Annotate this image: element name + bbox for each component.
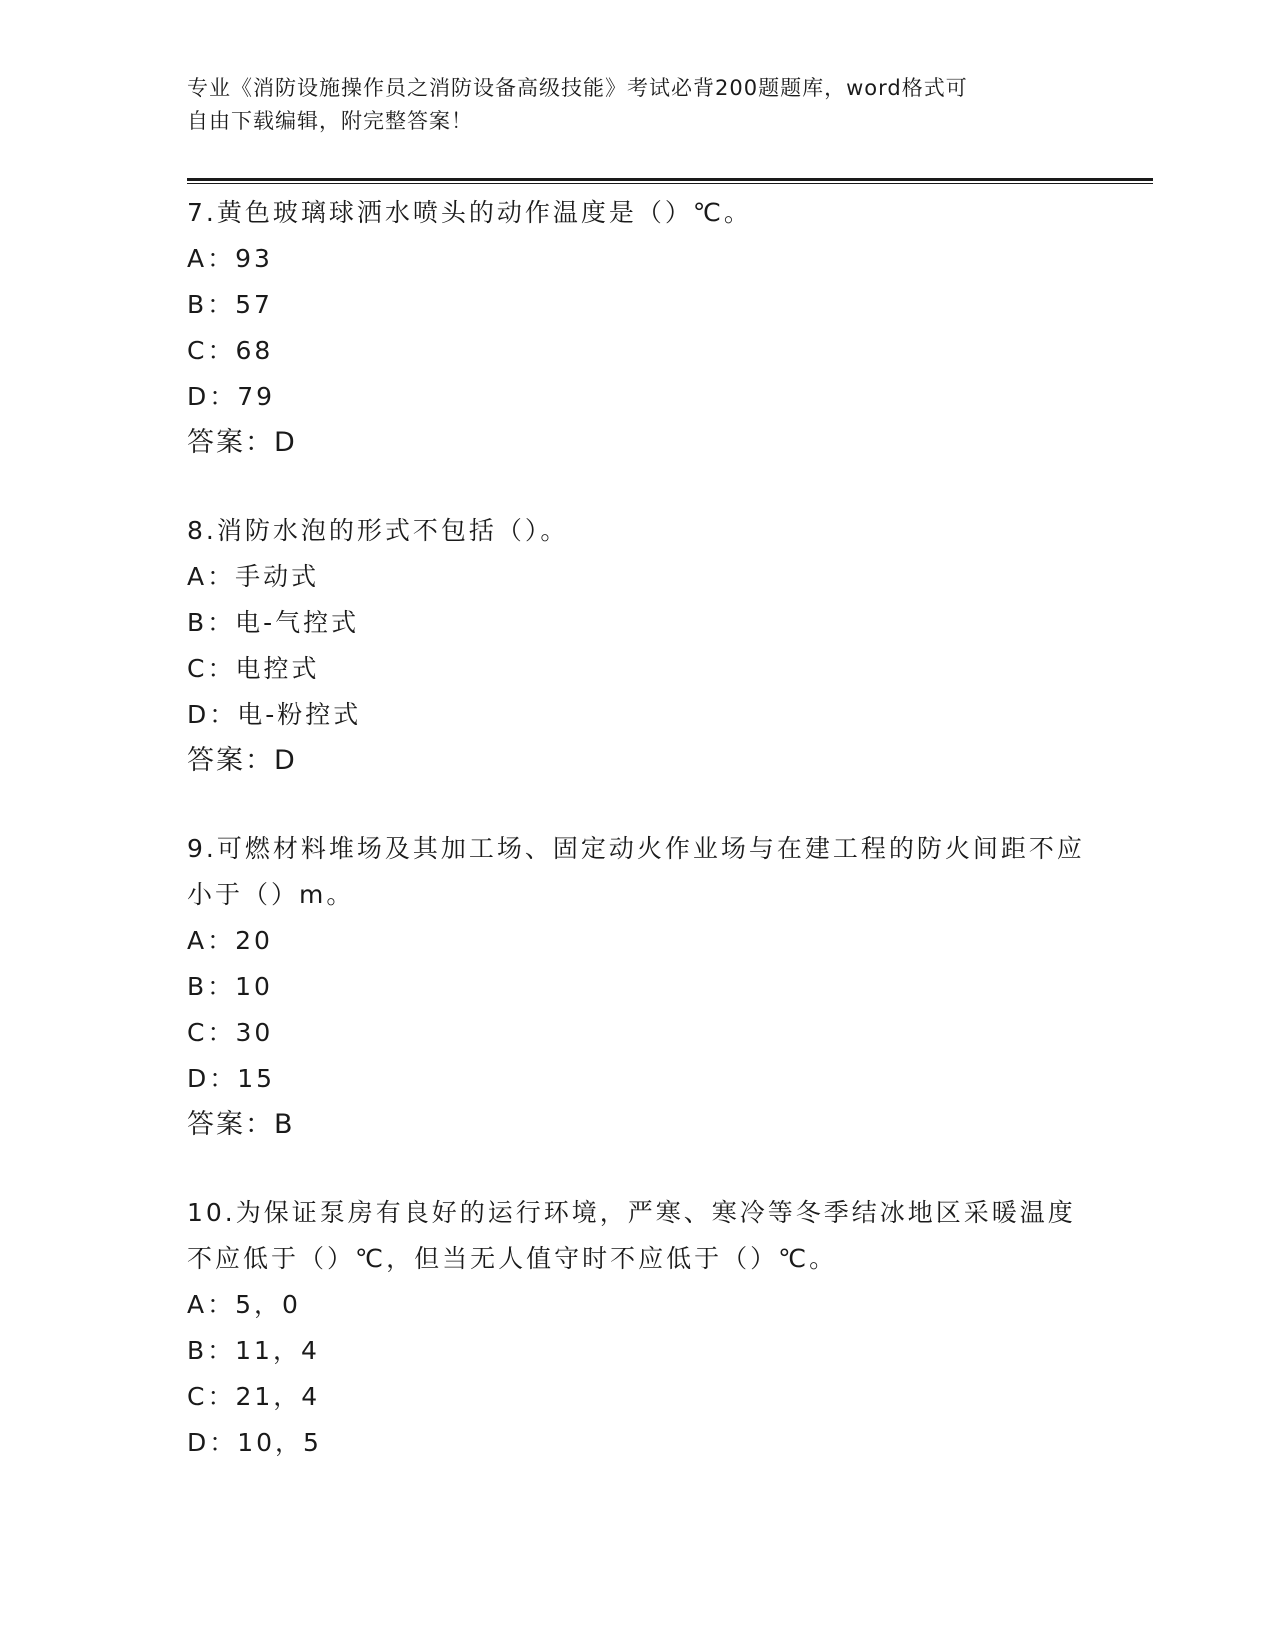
header-line-1: 专业《消防设施操作员之消防设备高级技能》考试必背200题题库，word格式可: [187, 76, 968, 100]
option-a: A：20: [187, 926, 273, 955]
answer-label: 答案：D: [187, 745, 297, 776]
header-line-2: 自由下载编辑，附完整答案！: [187, 109, 473, 133]
answer-label: 答案：B: [187, 1109, 295, 1140]
question-text: 9.可燃材料堆场及其加工场、固定动火作业场与在建工程的防火间距不应小于（）m。: [187, 834, 1085, 909]
option-c: C：30: [187, 1018, 274, 1047]
question-text: 8.消防水泡的形式不包括（）。: [187, 516, 569, 545]
option-d: D：15: [187, 1064, 276, 1093]
question-7: [187, 190, 1087, 466]
header-divider-thick: [187, 178, 1153, 181]
option-a: A：5，0: [187, 1290, 301, 1319]
question-9: [187, 826, 1087, 1148]
option-c: C：21，4: [187, 1382, 321, 1411]
option-b: B：10: [187, 972, 273, 1001]
question-text: 10.为保证泵房有良好的运行环境，严寒、寒冷等冬季结冰地区采暖温度不应低于（）℃，但当无人值守时不应低于（）℃。: [187, 1198, 1076, 1273]
header-divider-thin: [187, 183, 1153, 184]
option-a: A：93: [187, 244, 273, 273]
option-c: C：68: [187, 336, 274, 365]
question-8: [187, 508, 1087, 784]
option-d: D：电-粉控式: [187, 700, 362, 729]
option-b: B：电-气控式: [187, 608, 360, 637]
option-b: B：57: [187, 290, 273, 319]
document-header: [187, 72, 1067, 138]
question-text: 7.黄色玻璃球洒水喷头的动作温度是（）℃。: [187, 198, 752, 227]
question-list: [187, 190, 1087, 1508]
option-b: B：11，4: [187, 1336, 320, 1365]
answer-label: 答案：D: [187, 427, 297, 458]
question-10: [187, 1190, 1087, 1466]
option-d: D：10，5: [187, 1428, 322, 1457]
option-a: A：手动式: [187, 562, 320, 591]
option-c: C：电控式: [187, 654, 320, 683]
option-d: D：79: [187, 382, 276, 411]
